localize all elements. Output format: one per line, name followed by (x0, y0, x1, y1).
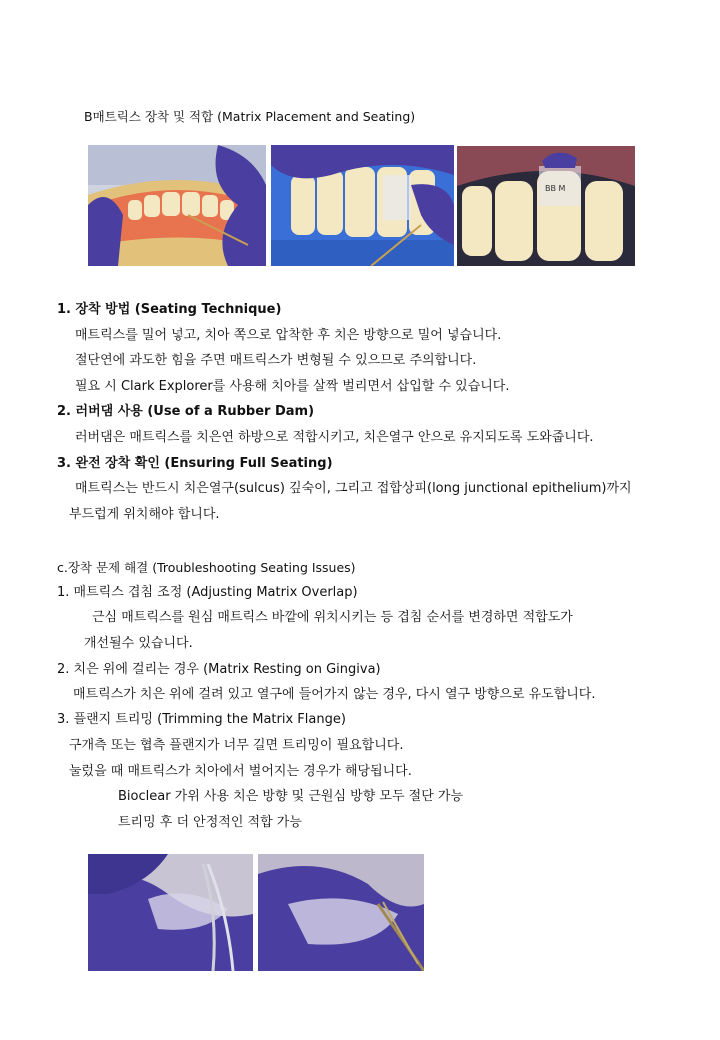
section-c-item1-title: 1. 매트릭스 겹침 조정 (Adjusting Matrix Overlap) (57, 585, 358, 600)
seating-item1-title: 1. 장착 방법 (Seating Technique) (57, 302, 282, 317)
section-b-heading: B매트릭스 장착 및 적합 (Matrix Placement and Seating) (84, 109, 416, 124)
section-c-item3-line3: Bioclear 가위 사용 치은 방향 및 근원심 방향 모두 절단 가능 (118, 789, 464, 804)
section-c-item1-line1: 근심 매트릭스를 원심 매트릭스 바깥에 위치시키는 등 겹침 순서를 변경하면 적합도가 (92, 610, 573, 625)
section-c-item3-line4: 트리밍 후 더 안정적인 적합 가능 (118, 815, 302, 830)
section-c-heading: c.장착 문제 해결 (Troubleshooting Seating Issues) (57, 560, 356, 575)
photo-matrix-seating-explorer (271, 145, 454, 266)
photo-trimming-scissors-1 (88, 854, 253, 971)
seating-item1-line1: 매트릭스를 밀어 넣고, 치아 쪽으로 압착한 후 치은 방향으로 밀어 넣습니다. (75, 328, 502, 343)
photo-matrix-placement-model (88, 145, 266, 266)
seating-item3-title: 3. 완전 장착 확인 (Ensuring Full Seating) (57, 456, 333, 471)
section-c-item3-line2: 눌렀을 때 매트릭스가 치아에서 벌어지는 경우가 해당됩니다. (69, 764, 412, 779)
seating-item3-line1: 매트릭스는 반드시 치은열구(sulcus) 깊숙이, 그리고 접합상피(long junctional epithelium)까지 (75, 481, 632, 496)
matrix-label-text: BB M (545, 184, 566, 193)
section-c-item2-title: 2. 치은 위에 걸리는 경우 (Matrix Resting on Gingiva) (57, 662, 381, 677)
seating-item3-line2: 부드럽게 위치해야 합니다. (69, 507, 220, 522)
seating-item1-line3: 필요 시 Clark Explorer를 사용해 치아를 살짝 벌리면서 삽입할 수 있습니다. (75, 379, 510, 394)
photo-trimming-scissors-2 (258, 854, 424, 971)
section-c-item3-line1: 구개측 또는 협측 플랜지가 너무 길면 트리밍이 필요합니다. (69, 738, 404, 753)
seating-item2-title: 2. 러버댐 사용 (Use of a Rubber Dam) (57, 404, 315, 419)
section-c-item1-line2: 개선될수 있습니다. (84, 636, 193, 651)
photo-matrix-seated-teeth (457, 146, 635, 266)
section-c-item3-title: 3. 플랜지 트리밍 (Trimming the Matrix Flange) (57, 712, 346, 727)
section-c-item2-line1: 매트릭스가 치은 위에 걸려 있고 열구에 들어가지 않는 경우, 다시 열구 방향으로 유도합니다. (73, 687, 596, 702)
seating-item2-line1: 러버댐은 매트릭스를 치은연 하방으로 적합시키고, 치은열구 안으로 유지되도록 도와줍니다. (75, 430, 594, 445)
seating-item1-line2: 절단연에 과도한 힘을 주면 매트릭스가 변형될 수 있으므로 주의합니다. (75, 353, 477, 368)
